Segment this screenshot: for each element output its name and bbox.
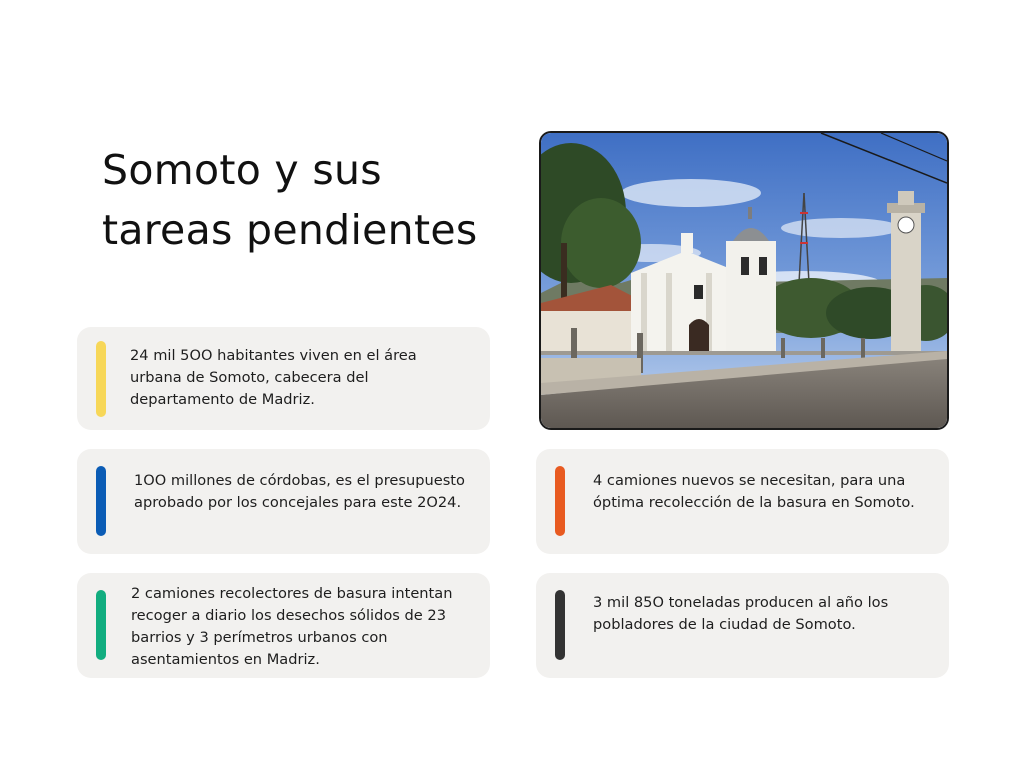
- stat-card-presupuesto: [77, 449, 490, 554]
- stat-text: 24 mil 5OO habitantes viven en el área urbana de Somoto, cabecera del departamento de Madriz.: [130, 347, 417, 408]
- accent-bar: [555, 466, 565, 536]
- accent-bar: [96, 590, 106, 660]
- stat-text: 1OO millones de córdobas, es el presupuesto aprobado por los concejales para este 2O24.: [134, 472, 465, 511]
- stat-card-camiones-necesarios: [536, 449, 949, 554]
- stat-card-camiones-actuales: [77, 573, 490, 678]
- accent-bar: [96, 466, 106, 536]
- stat-card-habitantes: [77, 327, 490, 430]
- stat-text: 3 mil 85O toneladas producen al año los pobladores de la ciudad de Somoto.: [593, 594, 889, 633]
- stat-text: 4 camiones nuevos se necesitan, para una óptima recolección de la basura en Somoto.: [593, 472, 915, 511]
- page-title: Somoto y sus tareas pendientes: [102, 146, 478, 254]
- stat-text: 2 camiones recolectores de basura intentan recoger a diario los desechos sólidos de 23 barrios y 3 perímetros urbanos con asentamientos en Madriz.: [131, 585, 453, 668]
- stat-card-toneladas: [536, 573, 949, 678]
- accent-bar: [555, 590, 565, 660]
- church-photo: [539, 131, 949, 430]
- accent-bar: [96, 341, 106, 417]
